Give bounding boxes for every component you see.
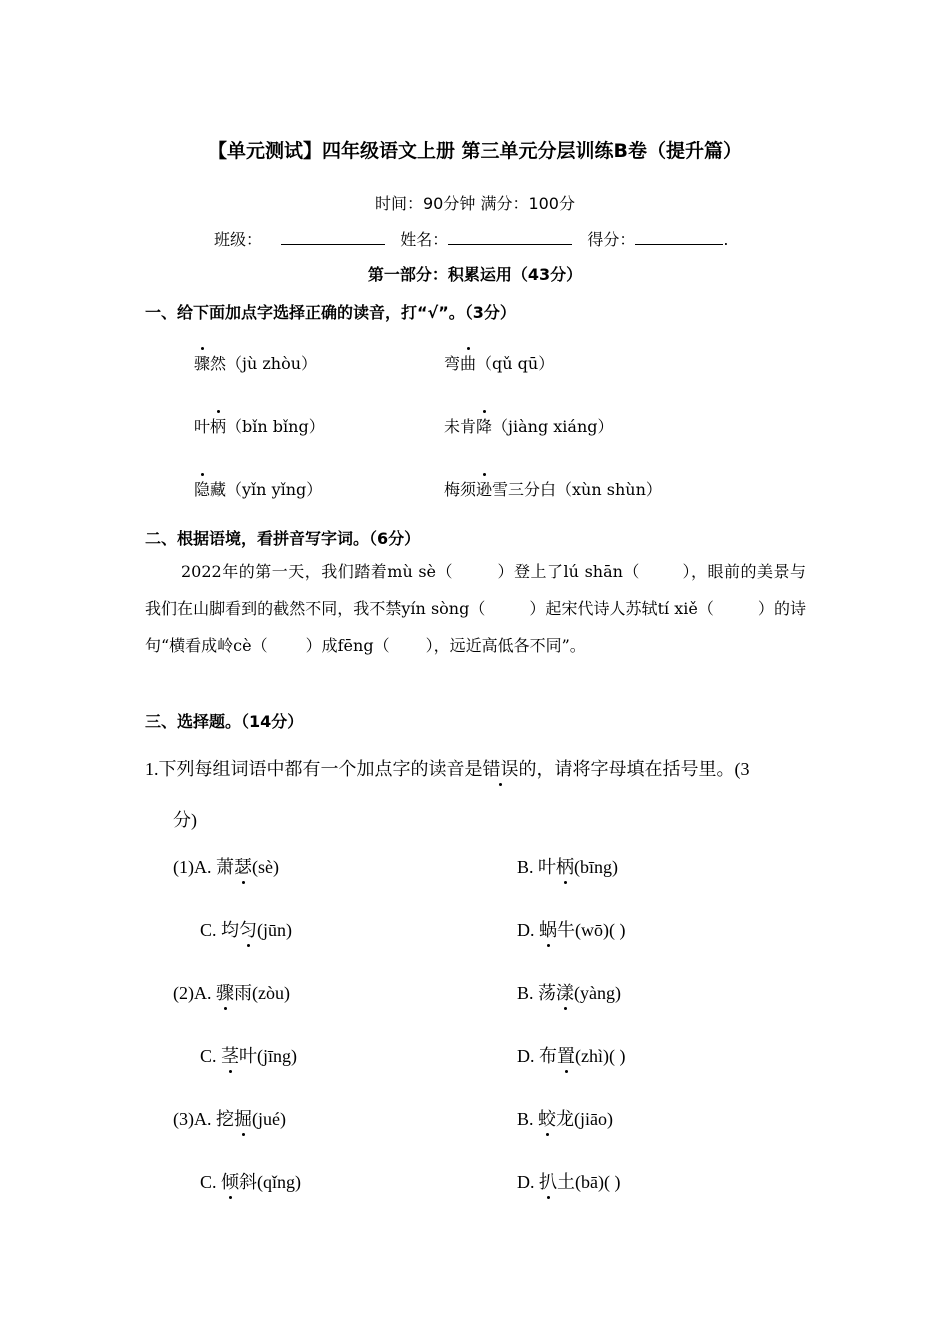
option[interactable] bbox=[200, 1168, 301, 1194]
item-text: 梅须 bbox=[444, 480, 477, 499]
score-label: 得分： bbox=[587, 230, 636, 249]
item-text: 未肯 bbox=[444, 417, 477, 436]
question-1 bbox=[145, 755, 750, 781]
dotted-char: 隐 bbox=[194, 480, 211, 499]
section3-heading: 三、选择题。（14分） bbox=[145, 712, 304, 731]
part-heading: 第一部分：积累运用（43分） bbox=[367, 265, 583, 284]
name-label: 姓名： bbox=[400, 230, 449, 249]
dotted-char: 降 bbox=[476, 417, 493, 436]
pinyin-item bbox=[194, 351, 317, 374]
option-text: 斜(qǐng) bbox=[239, 1172, 302, 1192]
dotted-char: 倾 bbox=[221, 1172, 240, 1192]
option-text: (jué) bbox=[252, 1109, 286, 1129]
exam-meta: 时间：90分钟 满分：100分 bbox=[375, 194, 575, 213]
option[interactable] bbox=[200, 916, 292, 942]
option-text: 土(bā)( ) bbox=[557, 1172, 621, 1192]
option-text: (zhì)( ) bbox=[575, 1046, 626, 1066]
option-text: 牛(wō)( ) bbox=[557, 920, 626, 940]
option-text: C. bbox=[200, 1172, 222, 1192]
pinyin-item bbox=[194, 477, 322, 500]
item-text: （jiàng xiáng） bbox=[492, 417, 614, 436]
pinyin-item bbox=[444, 351, 554, 374]
pinyin-item bbox=[444, 477, 662, 500]
dotted-char: 曲 bbox=[460, 354, 477, 373]
section2-heading: 二、根据语境，看拼音写字词。（6分） bbox=[145, 529, 421, 548]
option-text: 叶(jīng) bbox=[239, 1046, 298, 1066]
option-text: B. 荡 bbox=[517, 983, 557, 1003]
dotted-char: 骤 bbox=[216, 983, 234, 1003]
item-text: 然（jù zhòu） bbox=[210, 354, 318, 373]
score-blank[interactable] bbox=[635, 230, 723, 245]
dotted-char: 扒 bbox=[539, 1172, 557, 1192]
option[interactable] bbox=[517, 1042, 625, 1068]
option-text: B. 叶 bbox=[517, 857, 557, 877]
para-text: ）登上了lú shān（ bbox=[497, 562, 640, 581]
dotted-char: 柄 bbox=[210, 417, 227, 436]
option-text: (yàng) bbox=[574, 983, 621, 1003]
option-text: (2)A. bbox=[173, 983, 216, 1003]
option-text: D. 布 bbox=[517, 1046, 557, 1066]
fill-paragraph bbox=[145, 553, 806, 664]
item-text: 雪三分白（xùn shùn） bbox=[492, 480, 662, 499]
option-text: D. bbox=[517, 920, 539, 940]
class-label: 班级： bbox=[214, 230, 263, 249]
pinyin-item bbox=[194, 414, 325, 437]
option[interactable] bbox=[517, 916, 625, 942]
dotted-char: 匀 bbox=[239, 920, 258, 940]
dotted-char: 骤 bbox=[194, 354, 211, 373]
para-text: ），远近高低各不同”。 bbox=[425, 636, 586, 655]
para-text: 2022年的第一天，我们踏着mù sè（ bbox=[181, 562, 454, 581]
item-text: 叶 bbox=[194, 417, 211, 436]
option-text: (1)A. 萧 bbox=[173, 857, 234, 877]
dotted-char: 逊 bbox=[476, 480, 493, 499]
para-text: ）成fēng（ bbox=[305, 636, 390, 655]
option-text: (bīng) bbox=[574, 857, 619, 877]
dotted-char: 置 bbox=[557, 1046, 575, 1066]
option-text: B. bbox=[517, 1109, 539, 1129]
option-text: (jūn) bbox=[257, 920, 293, 940]
option-text: (sè) bbox=[252, 857, 279, 877]
option[interactable] bbox=[173, 1105, 286, 1131]
dotted-char: 蜗 bbox=[539, 920, 557, 940]
dotted-word: 错误 bbox=[482, 759, 519, 779]
item-text: 藏（yǐn yǐng） bbox=[210, 480, 323, 499]
option[interactable] bbox=[200, 1042, 297, 1068]
dotted-char: 掘 bbox=[234, 1109, 252, 1129]
option[interactable] bbox=[173, 853, 279, 879]
dotted-char: 漾 bbox=[556, 983, 575, 1003]
option-text: 雨(zòu) bbox=[234, 983, 290, 1003]
question-1-cont: 分) bbox=[173, 810, 197, 830]
option-text: C. 均 bbox=[200, 920, 240, 940]
option[interactable] bbox=[517, 1105, 613, 1131]
info-end: . bbox=[723, 230, 729, 249]
dotted-char: 瑟 bbox=[234, 857, 252, 877]
option[interactable] bbox=[517, 1168, 620, 1194]
section1-heading: 一、给下面加点字选择正确的读音，打“√”。（3分） bbox=[145, 303, 516, 322]
option[interactable] bbox=[517, 853, 618, 879]
dotted-char: 柄 bbox=[556, 857, 575, 877]
student-info bbox=[214, 227, 728, 250]
option[interactable] bbox=[173, 979, 290, 1005]
item-text: （qǔ qū） bbox=[476, 354, 555, 373]
option-text: D. bbox=[517, 1172, 539, 1192]
page-title: 【单元测试】四年级语文上册 第三单元分层训练B卷（提升篇） bbox=[207, 140, 743, 162]
option-text: (3)A. 挖 bbox=[173, 1109, 234, 1129]
question-text: 1.下列每组词语中都有一个加点字的读音是 bbox=[145, 759, 483, 779]
para-text: ）的诗句“横看成岭cè（ bbox=[145, 599, 806, 655]
dotted-char: 茎 bbox=[221, 1046, 240, 1066]
para-text: ），眼前的美景与我们在山脚看到的截然不同，我不禁yín sòng（ bbox=[145, 562, 806, 618]
option-text: 龙(jiāo) bbox=[556, 1109, 613, 1129]
item-text: 弯 bbox=[444, 354, 461, 373]
pinyin-item bbox=[444, 414, 614, 437]
item-text: （bǐn bǐng） bbox=[226, 417, 325, 436]
option[interactable] bbox=[517, 979, 621, 1005]
option-text: C. bbox=[200, 1046, 222, 1066]
question-text: 的，请将字母填在括号里。(3 bbox=[518, 759, 750, 779]
para-text: ）起宋代诗人苏轼tí xiě（ bbox=[529, 599, 714, 618]
dotted-char: 蛟 bbox=[538, 1109, 557, 1129]
name-blank[interactable] bbox=[448, 230, 572, 245]
class-blank[interactable] bbox=[281, 230, 385, 245]
